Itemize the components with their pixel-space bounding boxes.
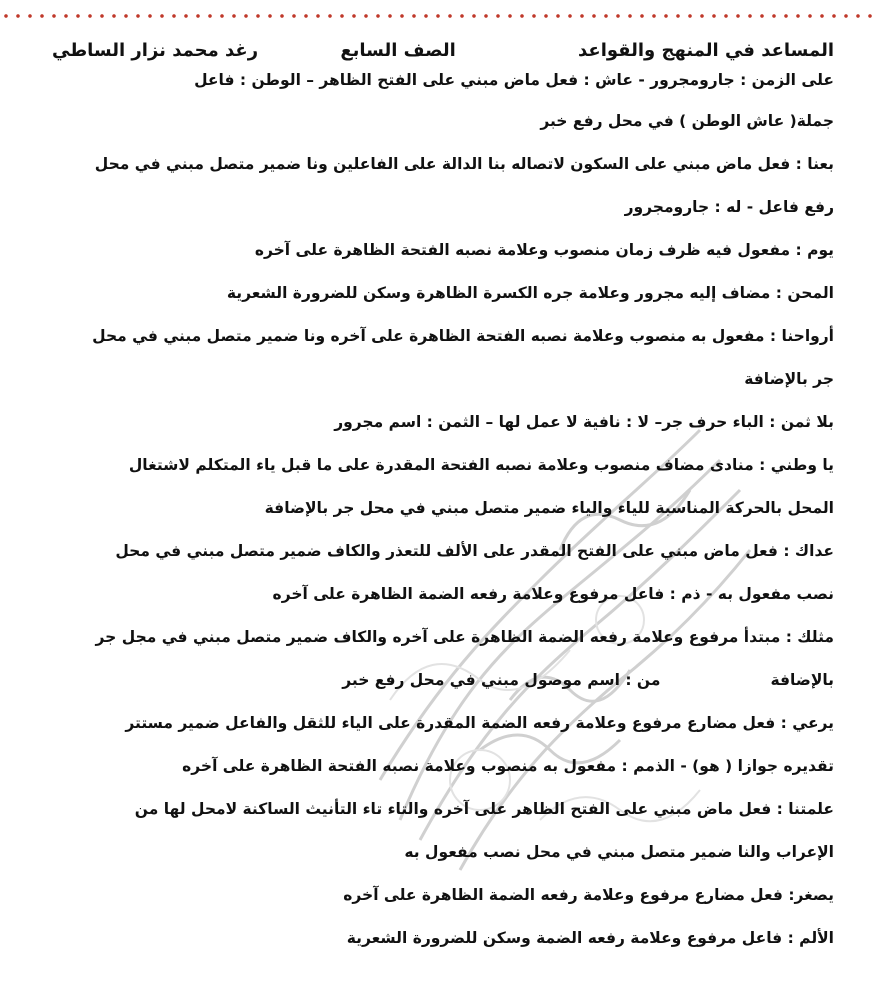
text-line-split (44, 659, 834, 702)
decorative-dotted-border (0, 12, 878, 20)
header-school-title: المساعد في المنهج والقواعد (578, 40, 834, 61)
text-line: عداك : فعل ماض مبني على الفتح المقدر على الألف للتعذر والكاف ضمير متصل مبني في محل (115, 542, 834, 560)
text-line: الإعراب والنا ضمير متصل مبني في محل نصب مفعول به (404, 843, 834, 861)
text-line: على الزمن : جارومجرور - عاش : فعل ماض مبني على الفتح الظاهر – الوطن : فاعل (194, 71, 834, 89)
header-grade: الصف السابع (340, 40, 456, 61)
header-author: رغد محمد نزار الساطي (52, 40, 259, 61)
text-line: المحل بالحركة المناسبة للياء والياء ضمير متصل مبني في محل جر بالإضافة (264, 499, 834, 517)
text-line: علمتنا : فعل ماض مبني على الفتح الظاهر على آخره والتاء تاء التأنيث الساكنة لامحل لها من (134, 800, 834, 818)
text-line: المحن : مضاف إليه مجرور وعلامة جره الكسرة الظاهرة وسكن للضرورة الشعرية (226, 284, 834, 302)
text-line: أرواحنا : مفعول به منصوب وعلامة نصبه الفتحة الظاهرة على آخره ونا ضمير متصل مبني في محل (92, 327, 834, 345)
document-page (44, 36, 834, 960)
text-line: بلا ثمن : الباء حرف جر– لا : نافية لا عمل لها – الثمن : اسم مجرور (334, 413, 834, 431)
text-line: يا وطني : منادى مضاف منصوب وعلامة نصبه الفتحة المقدرة على ما قبل ياء المتكلم لاشتغال (128, 456, 834, 474)
text-line: بعنا : فعل ماض مبني على السكون لاتصاله بنا الدالة على الفاعلين ونا ضمير متصل مبني في محل (94, 155, 834, 173)
text-line: نصب مفعول به - ذم : فاعل مرفوع وعلامة رفعه الضمة الظاهرة على آخره (272, 585, 834, 603)
text-line: رفع فاعل - له : جارومجرور (624, 198, 834, 216)
text-line: يوم : مفعول فيه ظرف زمان منصوب وعلامة نصبه الفتحة الظاهرة على آخره (254, 241, 834, 259)
document-header (44, 36, 834, 66)
text-line: مثلك : مبتدأ مرفوع وعلامة رفعه الضمة الظاهرة على آخره والكاف ضمير متصل مبني في مجل جر (95, 628, 834, 646)
text-line: جملة( عاش الوطن ) في محل رفع خبر (540, 112, 834, 130)
text-line-split-left: من : اسم موصول مبني في محل رفع خبر (342, 671, 661, 689)
text-line: يصغر: فعل مضارع مرفوع وعلامة رفعه الضمة الظاهرة على آخره (343, 886, 834, 904)
text-line: تقديره جوازا ( هو) - الذمم : مفعول به منصوب وعلامة نصبه الفتحة الظاهرة على آخره (182, 757, 834, 775)
text-line: جر بالإضافة (744, 370, 834, 388)
text-line: الألم : فاعل مرفوع وعلامة رفعه الضمة وسكن للضرورة الشعرية (346, 929, 834, 947)
text-line: يرعي : فعل مضارع مرفوع وعلامة رفعه الضمة المقدرة على الياء للثقل والفاعل ضمير مستتر (125, 714, 834, 732)
text-line-split-right: بالإضافة (770, 671, 834, 689)
